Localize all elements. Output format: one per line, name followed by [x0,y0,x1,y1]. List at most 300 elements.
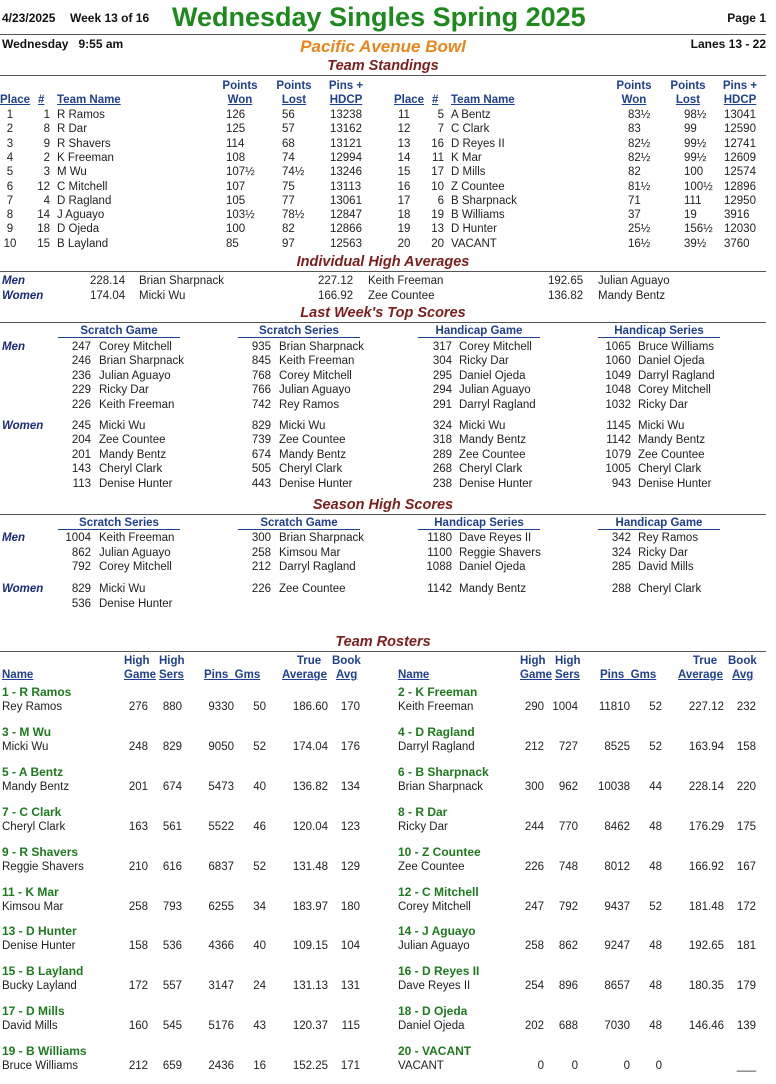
roster-high-game: 258 [524,940,544,953]
col-pins-top: Pins + [328,80,364,92]
col-pins-hdcp: HDCP [723,94,757,106]
standing-points-lost: 39½ [684,237,707,250]
score-bowler-name: Denise Hunter [279,477,353,490]
roster-book-average: 129 [340,860,360,873]
roster-pins: 6837 [208,860,234,873]
col-points-won-top: Points [616,80,652,92]
col-true-average: Average [282,669,327,681]
standing-place: 8 [6,209,14,222]
standing-points-won: 37 [628,209,641,222]
roster-high-game: 160 [128,1020,148,1033]
score-bowler-name: Julian Aguayo [99,546,171,559]
standing-place: 10 [3,237,17,250]
score-value: 291 [432,398,452,411]
score-bowler-name: Cheryl Clark [459,463,523,476]
roster-high-series: 748 [558,860,578,873]
standing-team-name: Z Countee [451,180,505,193]
standing-points-won: 103½ [226,209,255,222]
standing-points-won: 126 [226,109,246,121]
score-bowler-name: Corey Mitchell [99,561,172,573]
score-value: 304 [432,355,452,368]
score-value: 1142 [427,583,452,595]
col-name: Name [398,669,430,681]
score-bowler-name: Reggie Shavers [459,546,541,559]
roster-book-average: 175 [736,820,756,833]
roster-book-average: 176 [340,740,360,753]
score-value: 536 [71,597,91,610]
roster-games: 52 [649,740,662,753]
score-bowler-name: Daniel Ojeda [459,369,526,382]
standing-place: 17 [397,194,411,207]
roster-high-game: 290 [524,701,544,713]
score-bowler-name: Kimsou Mar [279,546,341,559]
standing-place: 20 [397,237,411,250]
standing-pins-hdcp: 12030 [724,223,756,236]
men-label: Men [2,532,25,544]
standing-pins-hdcp: 12866 [330,223,362,236]
high-average-value: 192.65 [548,275,584,287]
roster-book-average: 123 [340,820,360,833]
score-bowler-name: Cheryl Clark [279,463,343,476]
col-pins-games: Pins Gms [600,669,657,681]
standing-team-number: 10 [431,180,444,193]
roster-true-average: 163.94 [688,740,724,753]
score-column-header: Handicap Game [598,517,720,530]
standing-team-number: 11 [432,151,444,164]
standing-points-won: 85 [226,237,239,250]
standing-place: 11 [398,109,410,121]
roster-games: 50 [253,701,266,713]
men-label: Men [2,341,25,353]
roster-games: 52 [253,740,266,753]
high-average-value: 136.82 [548,290,584,302]
standing-points-lost: 99½ [684,137,707,150]
score-bowler-name: Darryl Ragland [279,561,356,573]
roster-true-average: 176.29 [688,820,724,833]
roster-pins: 8012 [604,860,630,873]
standing-pins-hdcp: 12950 [724,194,756,207]
standing-pins-hdcp: 13162 [330,123,362,136]
score-column-header: Scratch Series [238,325,360,338]
standing-pins-hdcp: 12896 [724,180,756,193]
score-value: 862 [71,546,91,559]
col-pins-games: Pins Gms [204,669,261,681]
standing-points-won: 100 [226,223,246,236]
roster-team-name: 10 - Z Countee [398,844,481,859]
roster-high-series: 880 [162,701,182,713]
standing-team-name: VACANT [451,237,497,250]
standing-place: 1 [6,109,14,121]
score-value: 212 [251,561,271,573]
score-bowler-name: Bruce Williams [638,341,715,353]
standing-team-name: K Mar [451,151,482,164]
score-bowler-name: Zee Countee [638,448,705,461]
roster-games: 48 [649,940,662,953]
roster-pins: 9247 [604,940,630,953]
high-average-name: Mandy Bentz [598,290,666,302]
roster-high-game: 210 [128,860,148,873]
roster-high-series: 688 [558,1020,578,1033]
rosters-divider [0,651,766,652]
col-true-average-top: True [692,655,718,667]
standing-points-lost: 78½ [282,209,305,222]
last-week-title: Last Week's Top Scores [300,305,466,321]
roster-games: 40 [253,780,266,793]
roster-true-average: 120.04 [292,820,328,833]
score-bowler-name: Zee Countee [279,583,346,595]
roster-true-average: 183.97 [292,900,328,913]
score-value: 342 [611,532,631,544]
roster-book-average: 172 [736,900,756,913]
score-value: 318 [432,434,452,447]
score-bowler-name: Micki Wu [638,420,685,432]
roster-games: 24 [253,980,266,993]
roster-true-average: 186.60 [292,701,328,713]
score-value: 1048 [605,384,631,397]
score-value: 289 [432,448,452,461]
roster-book-average: 181 [736,940,756,953]
score-value: 1145 [606,420,631,432]
roster-high-series: 659 [162,1060,182,1073]
roster-games: 44 [649,780,662,793]
roster-high-series: 896 [558,980,578,993]
standing-team-number: 4 [43,194,50,207]
col-points-won-top: Points [222,80,258,92]
roster-pins: 9437 [604,900,630,913]
standing-pins-hdcp: 12741 [724,137,756,150]
roster-team-name: 1 - R Ramos [2,685,72,699]
roster-high-game: 244 [524,820,544,833]
standing-team-number: 18 [37,223,50,236]
roster-high-game: 202 [524,1020,544,1033]
score-bowler-name: Corey Mitchell [459,341,532,353]
roster-team-name: 13 - D Hunter [2,924,77,939]
roster-book-average: 180 [340,900,360,913]
roster-high-game: 300 [524,780,544,793]
page-title: Wednesday Singles Spring 2025 [172,2,586,32]
standing-points-lost: 75 [282,180,295,193]
roster-high-series: 616 [162,860,182,873]
roster-pins: 8462 [604,820,630,833]
score-value: 1065 [605,341,631,353]
roster-true-average: 131.48 [292,860,328,873]
score-bowler-name: Cheryl Clark [638,463,702,476]
standing-points-won: 81½ [628,180,651,193]
score-value: 226 [71,398,91,411]
score-bowler-name: Denise Hunter [99,597,173,610]
score-value: 742 [251,398,271,411]
roster-team-name: 16 - D Reyes II [398,964,480,979]
standing-team-name: D Hunter [451,223,498,236]
roster-team-name: 6 - B Sharpnack [398,764,489,779]
roster-book-average: 179 [736,980,756,993]
roster-high-series: 770 [558,820,578,833]
roster-pins: 6255 [208,900,234,913]
standing-place: 13 [397,137,411,150]
standing-points-lost: 77 [282,194,295,207]
score-bowler-name: Denise Hunter [459,477,533,490]
standing-place: 14 [397,151,411,164]
score-bowler-name: Mandy Bentz [459,434,527,447]
high-average-value: 166.92 [318,290,354,302]
standing-points-lost: 156½ [684,223,713,236]
high-average-value: 227.12 [318,275,354,287]
score-value: 238 [432,477,452,490]
col-number: # [432,94,439,106]
roster-bowler-name: Mandy Bentz [2,780,70,793]
standing-team-name: C Mitchell [57,180,108,193]
standing-points-lost: 100½ [684,180,713,193]
roster-true-average: 146.46 [688,1020,724,1033]
roster-high-game: 201 [128,780,148,793]
season-high-divider [0,514,766,515]
high-averages-divider [0,271,766,272]
roster-games: 52 [253,860,266,873]
score-value: 204 [71,434,91,447]
roster-team-name: 2 - K Freeman [398,685,478,699]
roster-true-average: 166.92 [688,860,724,873]
score-value: 245 [71,420,91,432]
standing-points-won: 16½ [628,237,651,250]
roster-high-game: 212 [128,1060,148,1073]
standing-team-name: M Wu [57,166,87,179]
col-high-series-top: High [555,655,581,667]
roster-high-series: 545 [162,1020,182,1033]
standing-pins-hdcp: 12609 [724,151,756,164]
roster-high-series: 557 [162,980,182,993]
score-bowler-name: Micki Wu [99,583,146,595]
last-week-divider [0,322,766,323]
standing-pins-hdcp: 13061 [330,194,362,207]
score-column-header: Handicap Game [418,325,540,338]
standing-pins-hdcp: 12563 [330,237,362,250]
roster-high-series: 793 [162,900,182,913]
score-bowler-name: Micki Wu [459,420,506,432]
roster-bowler-name: Julian Aguayo [398,940,470,953]
standing-team-name: D Mills [451,166,486,179]
roster-book-average: 167 [736,860,756,873]
women-label: Women [2,583,44,595]
high-average-name: Brian Sharpnack [139,275,225,287]
roster-games: 43 [253,1020,266,1033]
score-bowler-name: Micki Wu [279,420,326,432]
col-points-lost-top: Points [670,80,706,92]
score-value: 1004 [65,532,91,544]
standing-points-won: 114 [226,137,245,150]
roster-book-average: 115 [341,1020,360,1033]
roster-high-series: 674 [162,780,182,793]
standing-pins-hdcp: 12994 [330,151,362,164]
score-bowler-name: Denise Hunter [638,477,712,490]
standing-team-name: A Bentz [451,109,491,121]
score-value: 285 [611,561,631,573]
col-points-lost: Lost [281,94,307,106]
score-value: 317 [432,341,452,353]
roster-team-name: 14 - J Aguayo [398,924,476,939]
score-bowler-name: Ricky Dar [638,546,688,559]
score-value: 1060 [605,355,631,368]
standing-team-name: D Ragland [57,194,112,207]
standing-pins-hdcp: 13113 [330,180,362,193]
score-bowler-name: Ricky Dar [459,355,509,368]
score-value: 1079 [605,448,631,461]
roster-high-series: 792 [558,900,578,913]
standing-pins-hdcp: 3760 [724,237,750,250]
roster-high-game: 258 [128,900,148,913]
roster-true-average: 192.65 [688,940,724,953]
roster-pins: 7030 [604,1020,630,1033]
roster-bowler-name: Daniel Ojeda [398,1020,465,1033]
roster-true-average: 227.12 [688,701,724,713]
score-value: 113 [72,477,91,490]
standing-team-name: K Freeman [57,151,114,164]
page-number: Page 1 [727,11,766,25]
roster-pins: 11810 [598,701,630,713]
high-average-name: Julian Aguayo [598,275,670,287]
col-high-series: Sers [159,669,184,681]
roster-team-name: 18 - D Ojeda [398,1004,468,1019]
score-value: 201 [71,448,91,461]
score-value: 1180 [427,532,452,544]
standing-place: 18 [397,209,411,222]
roster-true-average: 228.14 [688,780,724,793]
standing-team-number: 7 [437,123,444,136]
standing-place: 9 [6,223,14,236]
roster-book-average: 220 [736,780,756,793]
roster-games: 16 [253,1060,266,1073]
roster-high-series: 962 [558,780,578,793]
score-column-header: Handicap Series [598,325,720,338]
score-bowler-name: Mandy Bentz [99,448,167,461]
standing-pins-hdcp: 13121 [330,137,362,150]
score-bowler-name: Zee Countee [99,434,166,447]
roster-team-name: 8 - R Dar [398,804,448,819]
roster-games: 34 [253,900,266,913]
roster-high-game: 247 [524,900,544,913]
roster-book-average: 171 [340,1060,360,1073]
roster-high-series: 1004 [552,701,578,713]
col-place: Place [394,94,425,106]
roster-true-average: 120.37 [292,1020,328,1033]
roster-games: 0 [655,1060,662,1073]
standing-pins-hdcp: 13246 [330,166,362,179]
roster-true-average: 174.04 [292,740,328,753]
col-book-average-top: Book [332,655,361,667]
col-team-name: Team Name [451,94,515,106]
standings-divider [0,75,766,76]
men-label: Men [2,275,25,287]
score-bowler-name: Cheryl Clark [99,463,163,476]
standing-team-number: 8 [43,123,50,136]
score-bowler-name: Mandy Bentz [279,448,347,461]
roster-bowler-name: Ricky Dar [398,820,448,833]
standing-points-lost: 97 [282,237,295,250]
roster-bowler-name: Rey Ramos [2,701,63,713]
high-averages-block [0,275,766,305]
col-book-average-top: Book [728,655,757,667]
roster-team-name: 20 - VACANT [398,1044,472,1059]
roster-team-name: 17 - D Mills [2,1004,65,1019]
score-bowler-name: Keith Freeman [99,532,175,544]
standing-team-number: 16 [431,137,444,150]
roster-pins: 5522 [208,820,234,833]
roster-team-name: 15 - B Layland [2,964,84,979]
roster-pins: 5176 [208,1020,234,1033]
roster-pins: 8525 [604,740,630,753]
roster-bowler-name: Bruce Williams [2,1060,79,1073]
high-averages-title: Individual High Averages [296,254,470,270]
standing-place: 4 [6,151,14,164]
roster-team-name: 3 - M Wu [2,724,52,739]
col-team-name: Team Name [57,94,121,106]
col-place: Place [0,94,31,106]
score-value: 1005 [605,463,631,476]
roster-high-series: 561 [162,820,182,833]
roster-bowler-name: Denise Hunter [2,940,76,953]
score-value: 229 [71,384,91,397]
standing-place: 15 [397,166,411,179]
score-bowler-name: Denise Hunter [99,477,173,490]
roster-bowler-name: VACANT [398,1060,444,1073]
high-average-value: 174.04 [90,290,126,302]
roster-games: 46 [253,820,266,833]
standing-pins-hdcp: 3916 [724,209,750,222]
col-high-game-top: High [520,655,546,667]
score-bowler-name: Ricky Dar [99,384,149,397]
standing-pins-hdcp: 12574 [724,166,756,179]
roster-high-game: 254 [524,980,544,993]
standing-points-lost: 99½ [684,151,707,164]
standing-points-won: 71 [628,194,641,207]
roster-book-average: 134 [340,780,360,793]
standing-team-number: 17 [431,166,444,179]
standing-place: 5 [6,166,14,179]
score-value: 288 [611,583,631,595]
score-value: 247 [71,341,91,353]
score-bowler-name: Zee Countee [459,448,526,461]
roster-bowler-name: Kimsou Mar [2,900,64,913]
score-value: 1088 [426,561,452,573]
roster-games: 52 [649,701,662,713]
standing-team-number: 14 [37,209,50,222]
score-column-header: Scratch Series [58,517,180,530]
roster-true-average: 180.35 [688,980,724,993]
col-high-game: Game [520,669,552,681]
score-bowler-name: Daniel Ojeda [459,561,526,573]
roster-high-game: 158 [128,940,148,953]
roster-high-game: 248 [128,740,148,753]
roster-high-series: 829 [162,740,182,753]
score-bowler-name: Corey Mitchell [99,341,172,353]
roster-book-average: 104 [340,940,360,953]
standing-points-won: 83 [628,123,641,136]
roster-team-name: 4 - D Ragland [398,724,475,739]
high-average-name: Zee Countee [368,290,435,302]
roster-high-game: 172 [128,980,148,993]
high-average-name: Keith Freeman [368,275,444,287]
roster-games: 48 [649,860,662,873]
score-value: 505 [251,463,271,476]
standing-points-lost: 56 [282,109,295,121]
col-pins-top: Pins + [722,80,758,92]
score-value: 295 [432,369,452,382]
score-bowler-name: Mandy Bentz [459,583,527,595]
roster-pins: 0 [623,1060,630,1073]
roster-true-average: 136.82 [292,780,328,793]
roster-high-game: 0 [537,1060,544,1073]
standing-team-name: R Ramos [57,109,105,121]
roster-book-average: 131 [340,980,360,993]
